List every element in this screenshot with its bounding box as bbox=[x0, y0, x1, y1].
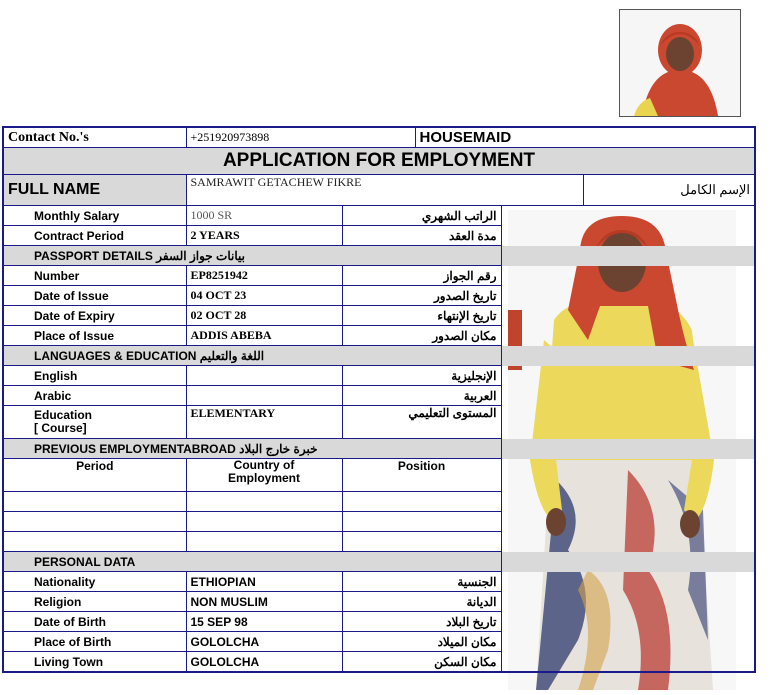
education-value: ELEMENTARY bbox=[186, 406, 342, 439]
photo-spacer bbox=[501, 512, 755, 532]
english-label-ar: الإنجليزية bbox=[342, 366, 501, 386]
english-row bbox=[3, 366, 755, 386]
contact-value: +251920973898 bbox=[186, 127, 415, 148]
position-applied: HOUSEMAID bbox=[415, 127, 755, 148]
nationality-label-ar: الجنسية bbox=[342, 572, 501, 592]
full-name-row bbox=[3, 175, 755, 206]
previous-employment-title-en: PREVIOUS EMPLOYMENTABROAD bbox=[34, 441, 236, 456]
employment-row-empty bbox=[3, 512, 755, 532]
languages-section-title bbox=[3, 346, 501, 366]
photo-spacer bbox=[501, 366, 755, 386]
salary-value: 1000 SR bbox=[186, 206, 342, 226]
employment-period-cell bbox=[3, 492, 186, 512]
dob-row bbox=[3, 612, 755, 632]
photo-spacer bbox=[501, 246, 755, 266]
expiry-date-label: Date of Expiry bbox=[3, 306, 186, 326]
photo-spacer bbox=[501, 592, 755, 612]
place-of-birth-value: GOLOLCHA bbox=[186, 632, 342, 652]
application-form bbox=[2, 126, 756, 673]
photo-spacer bbox=[501, 439, 755, 459]
full-name-value: SAMRAWIT GETACHEW FIKRE bbox=[186, 175, 583, 206]
living-town-value: GOLOLCHA bbox=[186, 652, 342, 673]
religion-label: Religion bbox=[3, 592, 186, 612]
contact-row bbox=[3, 127, 755, 148]
issue-date-label-ar: تاريخ الصدور bbox=[342, 286, 501, 306]
contract-label-ar: مدة العقد bbox=[342, 226, 501, 246]
passport-number-row bbox=[3, 266, 755, 286]
photo-spacer bbox=[501, 266, 755, 286]
personal-data-title-en: PERSONAL DATA bbox=[34, 554, 136, 569]
place-of-issue-value: ADDIS ABEBA bbox=[186, 326, 342, 346]
photo-spacer bbox=[501, 632, 755, 652]
salary-row bbox=[3, 206, 755, 226]
passport-section-title bbox=[3, 246, 501, 266]
contact-label: Contact No.'s bbox=[3, 127, 186, 148]
employment-country-cell bbox=[186, 512, 342, 532]
arabic-label-ar: العربية bbox=[342, 386, 501, 406]
photo-spacer bbox=[501, 226, 755, 246]
employment-row-empty bbox=[3, 532, 755, 552]
personal-data-section-title bbox=[3, 552, 501, 572]
expiry-date-label-ar: تاريخ الإنتهاء bbox=[342, 306, 501, 326]
portrait-thumbnail-image bbox=[620, 10, 740, 116]
education-row bbox=[3, 406, 755, 439]
contract-value: 2 YEARS bbox=[186, 226, 342, 246]
languages-section-header bbox=[3, 346, 755, 366]
salary-label-ar: الراتب الشهري bbox=[342, 206, 501, 226]
dob-label-ar: تاريخ البلاد bbox=[342, 612, 501, 632]
education-label-ar: المستوى التعليمي bbox=[342, 406, 501, 439]
issue-date-label: Date of Issue bbox=[3, 286, 186, 306]
dob-value: 15 SEP 98 bbox=[186, 612, 342, 632]
contract-label: Contract Period bbox=[3, 226, 186, 246]
photo-spacer bbox=[501, 326, 755, 346]
previous-employment-section-header bbox=[3, 439, 755, 459]
issue-date-value: 04 OCT 23 bbox=[186, 286, 342, 306]
passport-number-label: Number bbox=[3, 266, 186, 286]
passport-title-ar: بيانات جواز السفر bbox=[156, 248, 245, 263]
employment-position-cell bbox=[342, 492, 501, 512]
place-of-issue-label: Place of Issue bbox=[3, 326, 186, 346]
photo-spacer bbox=[501, 492, 755, 512]
passport-section-header bbox=[3, 246, 755, 266]
employment-period-cell bbox=[3, 512, 186, 532]
languages-title-ar: اللغة والتعليم bbox=[199, 348, 265, 363]
expiry-date-value: 02 OCT 28 bbox=[186, 306, 342, 326]
previous-employment-column-headers bbox=[3, 459, 755, 492]
photo-spacer bbox=[501, 386, 755, 406]
title-row bbox=[3, 148, 755, 175]
issue-date-row bbox=[3, 286, 755, 306]
full-name-label: FULL NAME bbox=[3, 175, 186, 206]
photo-spacer bbox=[501, 532, 755, 552]
dob-label: Date of Birth bbox=[3, 612, 186, 632]
employment-country-cell bbox=[186, 492, 342, 512]
place-of-birth-row bbox=[3, 632, 755, 652]
nationality-row bbox=[3, 572, 755, 592]
photo-spacer bbox=[501, 306, 755, 326]
col-country bbox=[186, 459, 342, 492]
photo-spacer bbox=[501, 652, 755, 673]
col-country-line1: Country of bbox=[233, 458, 295, 472]
passport-photo-thumbnail bbox=[619, 9, 741, 117]
passport-number-value: EP8251942 bbox=[186, 266, 342, 286]
form-title: APPLICATION FOR EMPLOYMENT bbox=[3, 148, 755, 175]
employment-country-cell bbox=[186, 532, 342, 552]
languages-title-en: LANGUAGES & EDUCATION bbox=[34, 348, 197, 363]
expiry-date-row bbox=[3, 306, 755, 326]
col-country-line2: Employment bbox=[227, 471, 300, 485]
employment-row-empty bbox=[3, 492, 755, 512]
nationality-label: Nationality bbox=[3, 572, 186, 592]
place-of-issue-label-ar: مكان الصدور bbox=[342, 326, 501, 346]
employment-position-cell bbox=[342, 512, 501, 532]
arabic-label: Arabic bbox=[3, 386, 186, 406]
col-position: Position bbox=[342, 459, 501, 492]
nationality-value: ETHIOPIAN bbox=[186, 572, 342, 592]
photo-spacer bbox=[501, 612, 755, 632]
living-town-label-ar: مكان السكن bbox=[342, 652, 501, 673]
arabic-row bbox=[3, 386, 755, 406]
living-town-row bbox=[3, 652, 755, 673]
col-period: Period bbox=[3, 459, 186, 492]
employment-position-cell bbox=[342, 532, 501, 552]
photo-spacer bbox=[501, 206, 755, 226]
education-label-line2: [ Course] bbox=[34, 421, 87, 435]
previous-employment-section-title bbox=[3, 439, 501, 459]
photo-spacer bbox=[501, 286, 755, 306]
salary-label: Monthly Salary bbox=[3, 206, 186, 226]
personal-data-section-header bbox=[3, 552, 755, 572]
education-label-line1: Education bbox=[34, 408, 93, 422]
place-of-birth-label-ar: مكان الميلاد bbox=[342, 632, 501, 652]
arabic-value bbox=[186, 386, 342, 406]
religion-row bbox=[3, 592, 755, 612]
employment-period-cell bbox=[3, 532, 186, 552]
place-of-birth-label: Place of Birth bbox=[3, 632, 186, 652]
english-value bbox=[186, 366, 342, 386]
contract-row bbox=[3, 226, 755, 246]
passport-title-en: PASSPORT DETAILS bbox=[34, 248, 153, 263]
full-name-label-ar: الإسم الكامل bbox=[583, 175, 755, 206]
photo-spacer bbox=[501, 552, 755, 572]
photo-spacer bbox=[501, 572, 755, 592]
religion-value: NON MUSLIM bbox=[186, 592, 342, 612]
english-label: English bbox=[3, 366, 186, 386]
previous-employment-title-ar: خبرة خارج البلاد bbox=[239, 441, 318, 456]
place-of-issue-row bbox=[3, 326, 755, 346]
photo-spacer bbox=[501, 406, 755, 439]
living-town-label: Living Town bbox=[3, 652, 186, 673]
photo-spacer bbox=[501, 346, 755, 366]
passport-number-label-ar: رقم الجواز bbox=[342, 266, 501, 286]
religion-label-ar: الديانة bbox=[342, 592, 501, 612]
photo-spacer bbox=[501, 459, 755, 492]
education-label bbox=[3, 406, 186, 439]
